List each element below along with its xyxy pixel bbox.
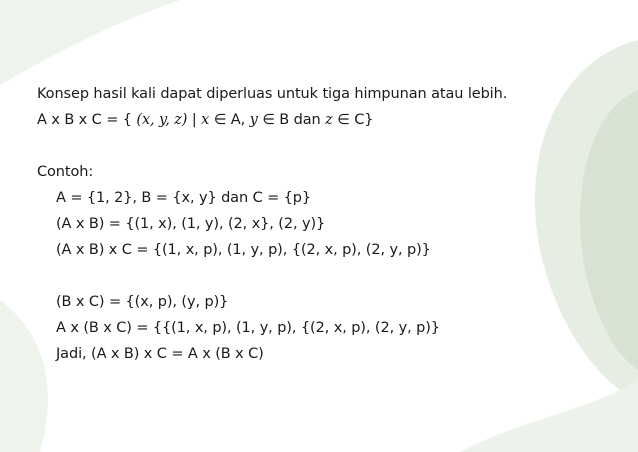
example-line-bxc: (B x C) = {(x, p), (y, p)}	[56, 294, 229, 310]
definition-z-var: z	[325, 112, 333, 128]
definition-prefix: A x B x C = {	[37, 112, 137, 128]
example-conclusion: Jadi, (A x B) x C = A x (B x C)	[56, 346, 264, 362]
slide-content	[37, 81, 617, 367]
bottom-right-swoosh	[460, 380, 638, 452]
example-line-ax-bxc: A x (B x C) = {{(1, x, p), (1, y, p), {(2, x, p), (2, y, p)}	[56, 320, 440, 336]
definition-y-var: y	[249, 112, 258, 128]
definition-x-var: x	[201, 112, 210, 128]
spacer	[37, 133, 617, 159]
example-line-axb: (A x B) = {(1, x), (1, y), (2, x}, (2, y)}	[56, 216, 326, 232]
definition-bar: |	[187, 112, 202, 128]
example-heading: Contoh:	[37, 164, 94, 180]
top-left-swoosh	[0, 0, 180, 85]
definition-mid1: ∈ A,	[209, 112, 250, 128]
definition-mid2: ∈ B dan	[257, 112, 326, 128]
intro-text: Konsep hasil kali dapat diperluas untuk tiga himpunan atau lebih.	[37, 86, 508, 102]
cartesian-definition	[37, 107, 617, 133]
example-line-axb-xc: (A x B) x C = {(1, x, p), (1, y, p), {(2, x, p), (2, y, p)}	[56, 242, 431, 258]
spacer	[37, 263, 617, 289]
definition-tuple: (x, y, z)	[136, 112, 188, 128]
example-line-sets: A = {1, 2}, B = {x, y} dan C = {p}	[56, 190, 312, 206]
definition-suffix: ∈ C}	[332, 112, 374, 128]
